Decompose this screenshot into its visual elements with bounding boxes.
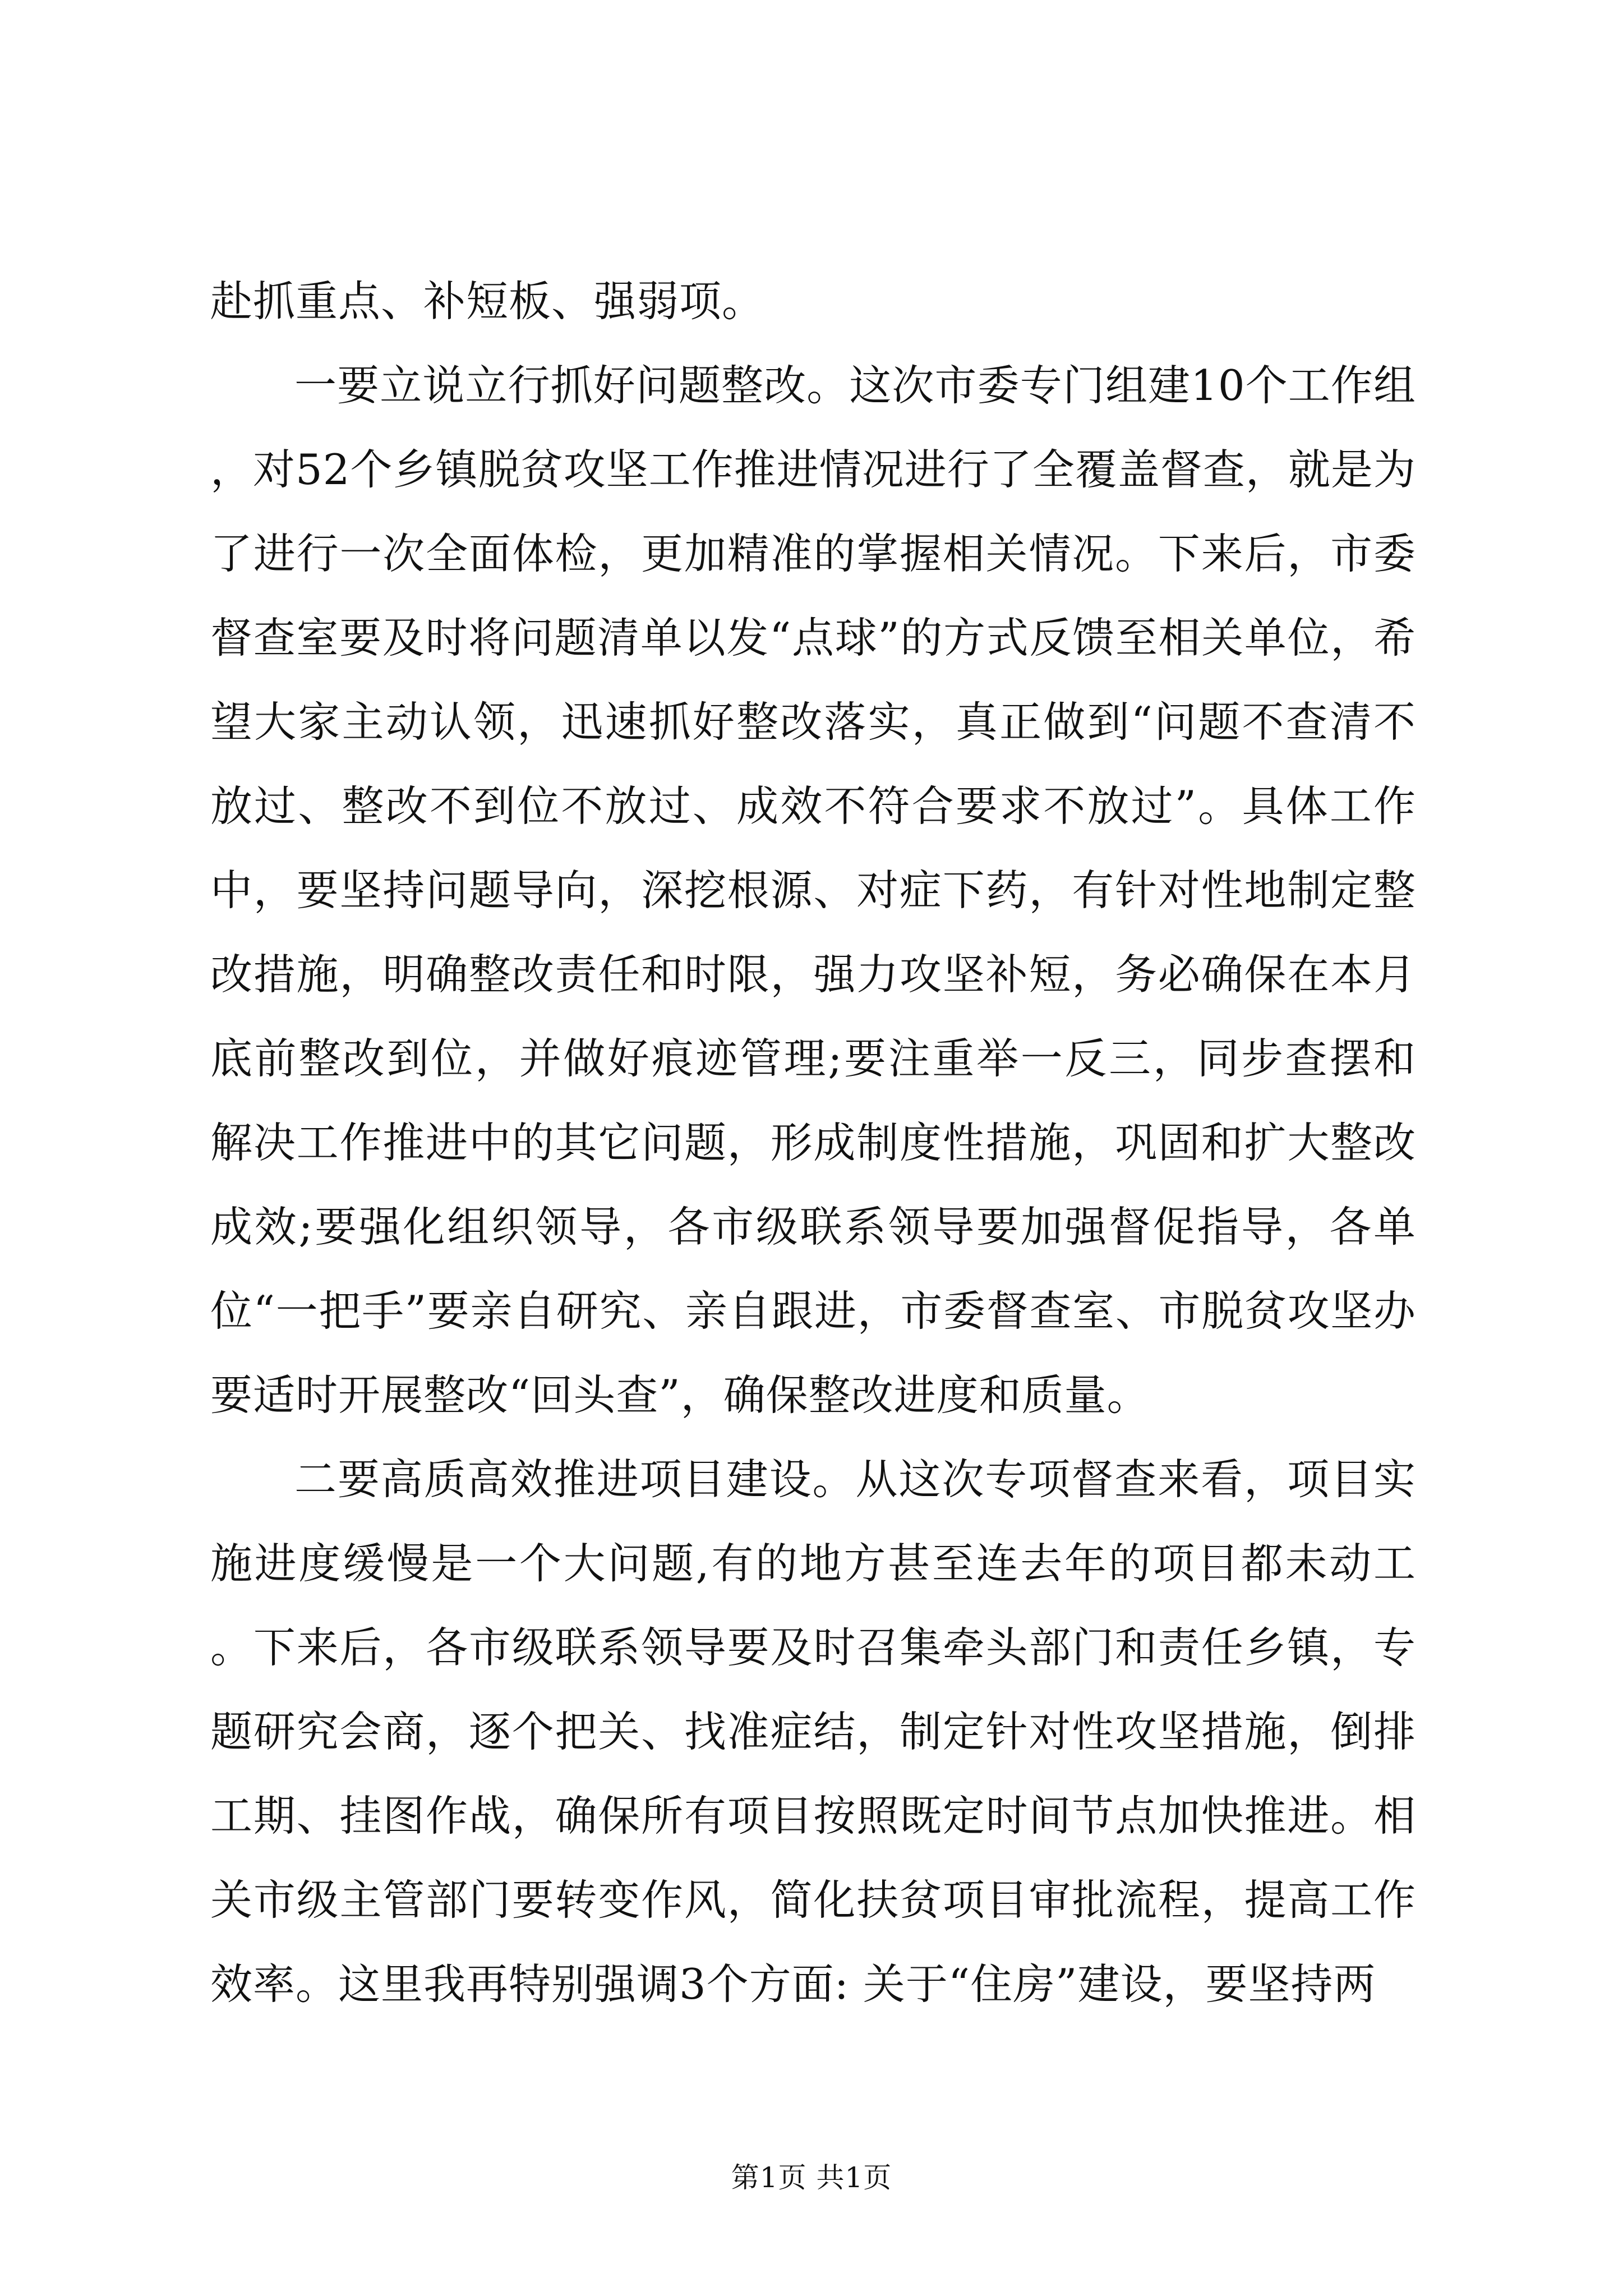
paragraph-problem-rectification: 一要立说立行抓好问题整改。这次市委专门组建10个工作组，对52个乡镇脱贫攻坚工作推进情况进行了全覆盖督查，就是为了进行一次全面体检，更加精准的掌握相关情况。下来后，市委督查室要及时将问题清单以发“点球”的方式反馈至相关单位，希望大家主动认领，迅速抓好整改落实，真正做到“问题不查清不放过、整改不到位不放过、成效不符合要求不放过”。具体工作中，要坚持问题导向，深挖根源、对症下药，有针对性地制定整改措施，明确整改责任和时限，强力攻坚补短，务必确保在本月底前整改到位，并做好痕迹管理;要注重举一反三，同步查摆和解决工作推进中的其它问题，形成制度性措施，巩固和扩大整改成效;要强化组织领导，各市级联系领导要加强督促指导，各单位“一把手”要亲自研究、亲自跟进，市委督查室、市脱贫攻坚办要适时开展整改“回头查”，确保整改进度和质量。 (210, 361, 1416, 1420)
page-footer: 第1页 共1页 (731, 2161, 892, 2194)
document-body (210, 259, 1416, 2026)
paragraph-continuation: 赴抓重点、补短板、强弱项。 (210, 277, 765, 326)
paragraph-project-construction: 二要高质高效推进项目建设。从这次专项督查来看，项目实施进度缓慢是一个大问题,有的地方甚至连去年的项目都未动工。下来后，各市级联系领导要及时召集牵头部门和责任乡镇，专题研究会商，逐个把关、找准症结，制定针对性攻坚措施，倒排工期、挂图作战，确保所有项目按照既定时间节点加快推进。相关市级主管部门要转变作风，简化扶贫项目审批流程，提高工作效率。这里我再特别强调3个方面: 关于“住房”建设，要坚持两 (210, 1455, 1416, 2009)
